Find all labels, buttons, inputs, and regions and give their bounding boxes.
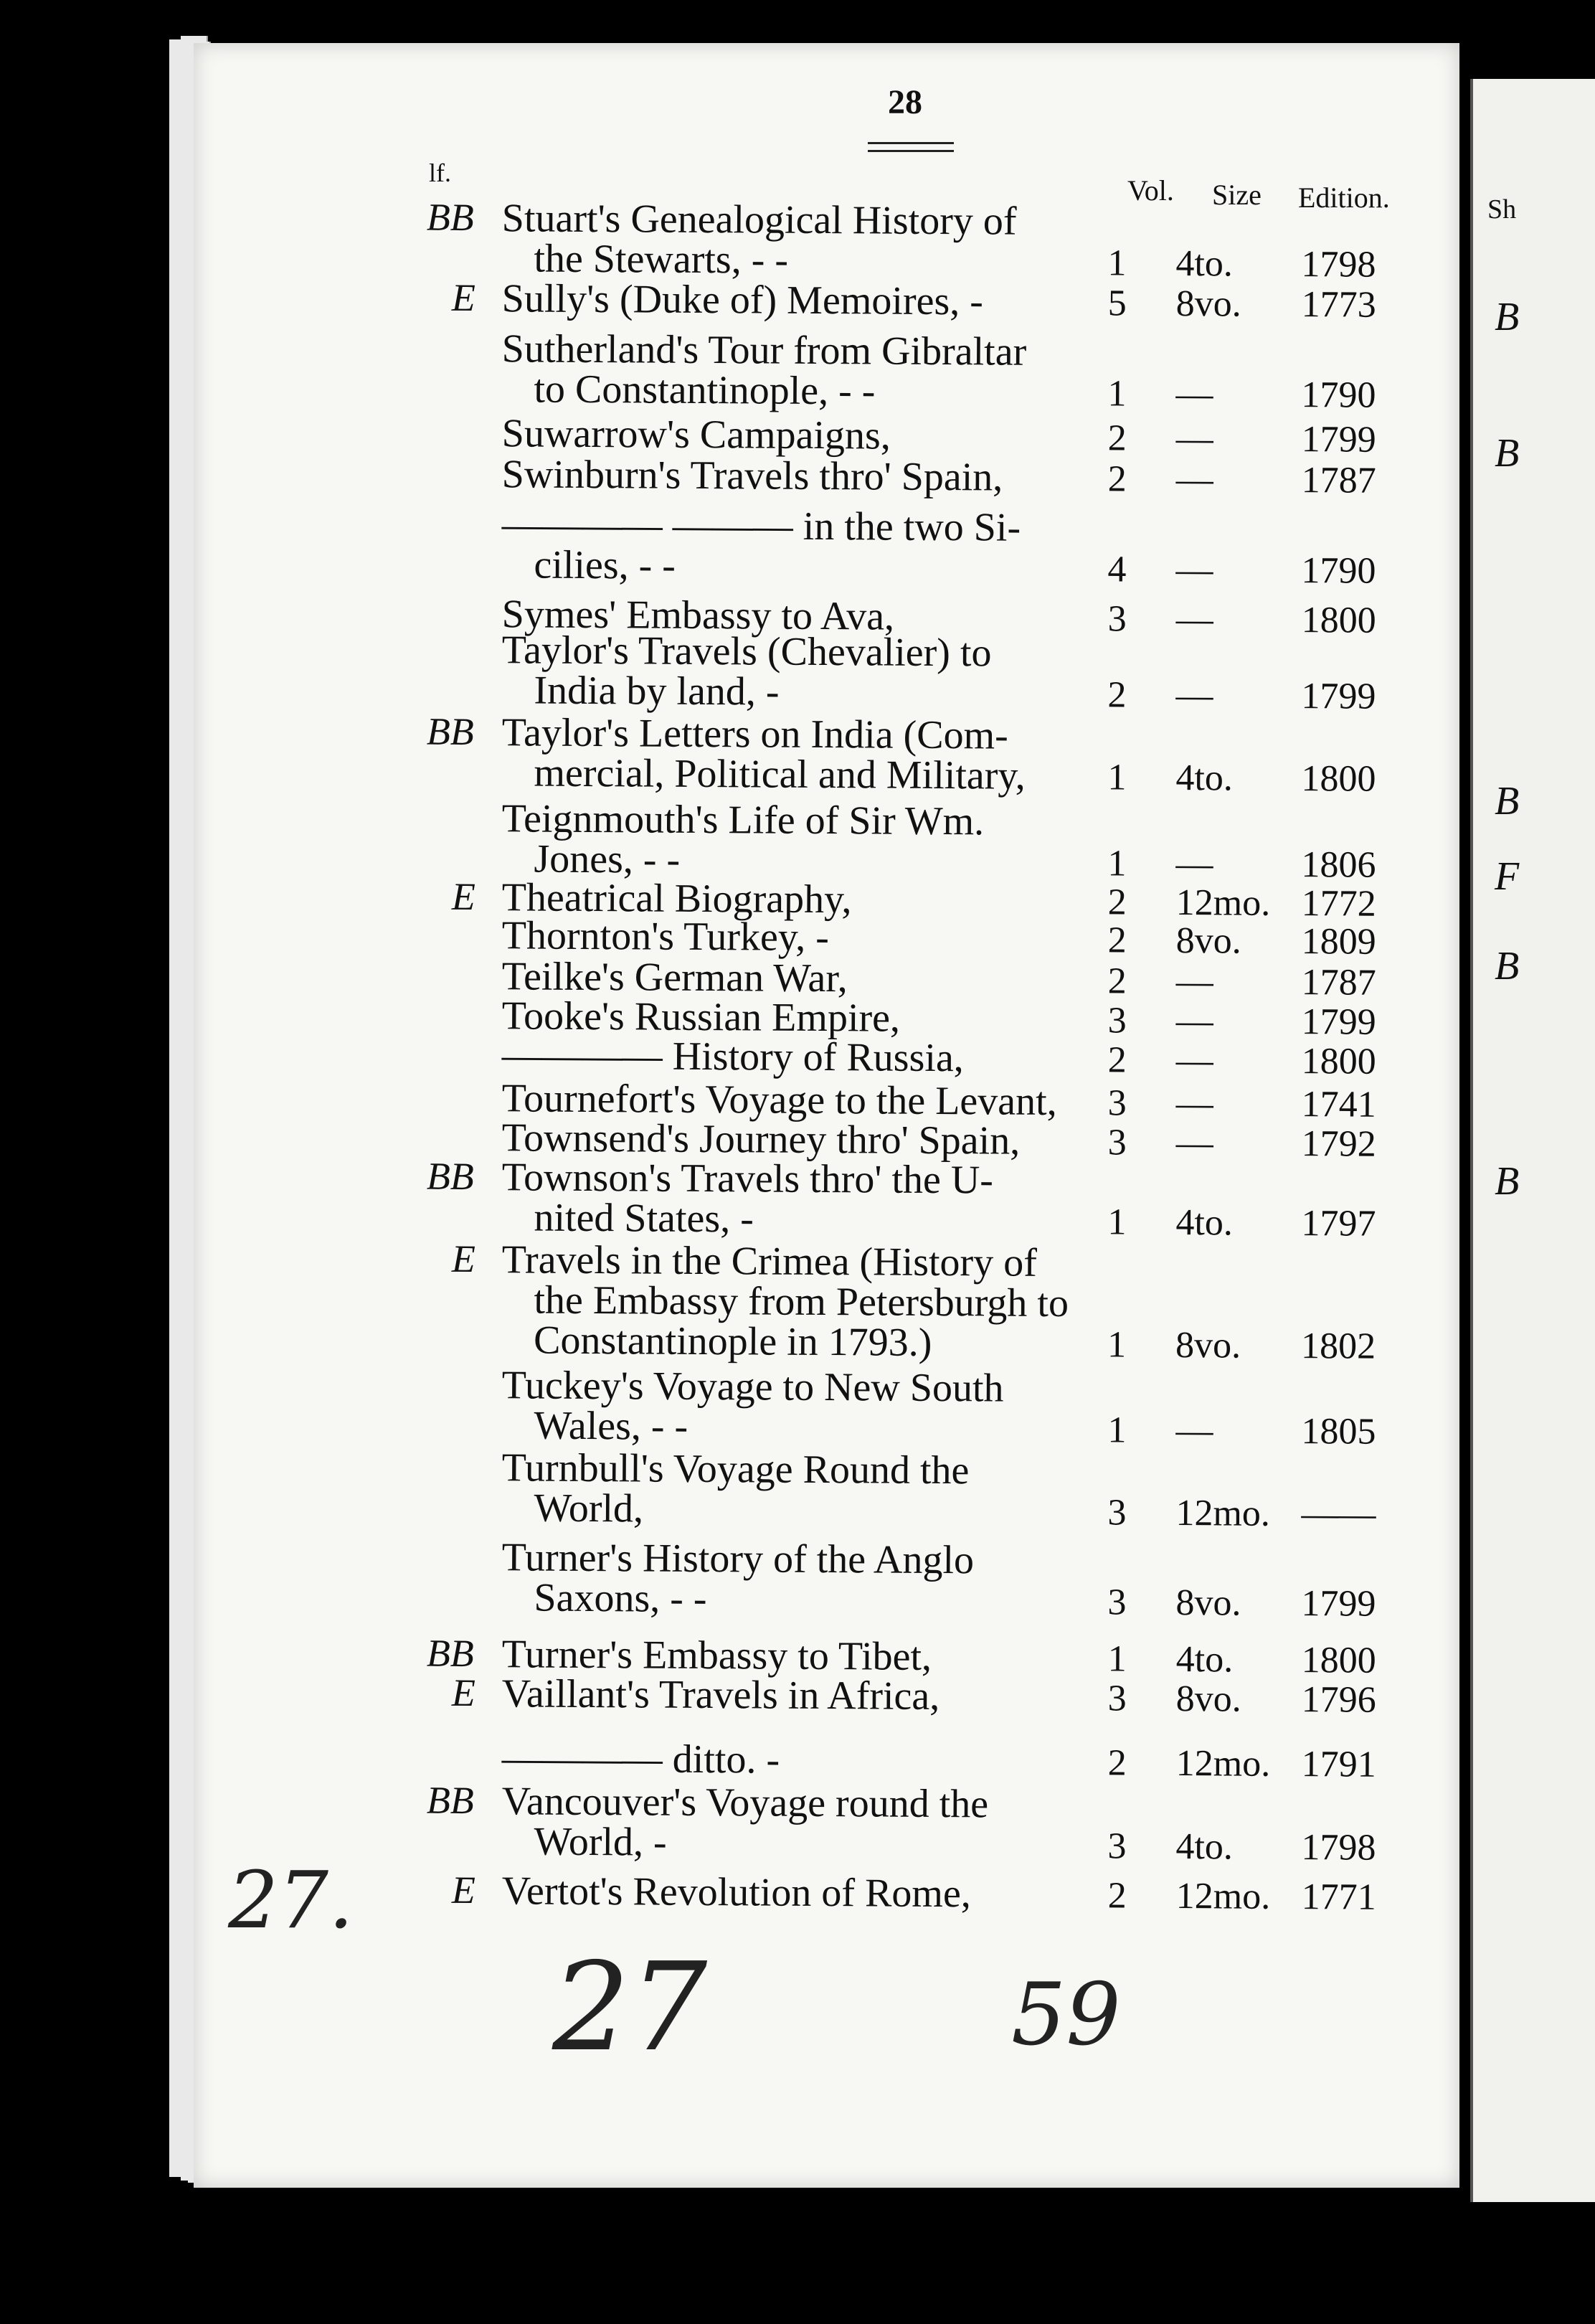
volume-count: 1	[1107, 1409, 1127, 1451]
volume-count: 2	[1107, 1875, 1127, 1917]
edition-year: 1791	[1301, 1744, 1376, 1785]
shelf-mark: E	[451, 1237, 475, 1281]
facing-shelf-mark: B	[1495, 1159, 1520, 1204]
edition-year: 1799	[1301, 676, 1376, 717]
book-size: —	[1175, 1410, 1213, 1452]
entry-title: Tooke's Russian Empire,	[501, 993, 901, 1041]
volume-count: 1	[1107, 1324, 1127, 1366]
volume-count: 1	[1107, 843, 1127, 884]
book-size: 12mo.	[1175, 1743, 1271, 1785]
entry-title: Swinburn's Travels thro' Spain,	[501, 452, 1003, 500]
entry-title: Taylor's Letters on India (Com-	[501, 710, 1008, 758]
volume-count: 2	[1107, 960, 1127, 1002]
entry-title: Townson's Travels thro' the U-	[501, 1155, 994, 1203]
page-number: 28	[888, 83, 922, 121]
entry-title: Vancouver's Voyage round the	[501, 1779, 989, 1827]
volume-count: 3	[1107, 1492, 1127, 1534]
edition-year: 1800	[1301, 758, 1376, 800]
book-size: —	[1175, 549, 1213, 591]
edition-year: 1773	[1301, 284, 1376, 326]
book-size: —	[1175, 961, 1213, 1003]
volume-count: 1	[1107, 242, 1127, 284]
entry-title-continuation: cilies, - -	[534, 542, 676, 588]
entry-title: Taylor's Travels (Chevalier) to	[501, 628, 992, 676]
volume-count: 3	[1107, 1825, 1127, 1867]
book-size: —	[1175, 1040, 1213, 1082]
edition-year: 1796	[1301, 1679, 1376, 1721]
entry-title-continuation: World, -	[534, 1819, 667, 1865]
book-size: 12mo.	[1175, 1876, 1271, 1917]
shelf-mark: E	[451, 874, 475, 919]
volume-count: 2	[1107, 920, 1127, 961]
volume-count: 2	[1107, 674, 1127, 716]
book-size: 8vo.	[1175, 920, 1241, 962]
edition-year: 1805	[1301, 1411, 1376, 1452]
entry-title: Tournefort's Voyage to the Levant,	[501, 1076, 1057, 1125]
edition-year: ——	[1301, 1493, 1376, 1535]
volume-count: 3	[1107, 1122, 1127, 1163]
facing-header: Sh	[1487, 194, 1517, 225]
entry-title: Teilke's German War,	[501, 954, 848, 1001]
entry-title-continuation: nited States, -	[534, 1195, 754, 1242]
shelf-mark: BB	[426, 1631, 474, 1676]
volume-count: 3	[1107, 1582, 1127, 1623]
edition-year: 1798	[1301, 1827, 1376, 1869]
edition-year: 1806	[1301, 844, 1376, 886]
edition-year: 1809	[1301, 921, 1376, 963]
facing-shelf-mark: B	[1495, 944, 1520, 988]
book-size: —	[1175, 1123, 1213, 1164]
volume-count: 3	[1107, 598, 1127, 640]
edition-year: 1771	[1301, 1876, 1376, 1918]
edition-year: 1799	[1301, 1001, 1376, 1043]
shelf-mark: BB	[426, 195, 474, 240]
edition-year: 1799	[1301, 1583, 1376, 1625]
book-size: 8vo.	[1175, 1582, 1241, 1624]
book-size: 8vo.	[1175, 1678, 1241, 1720]
entry-title: ———— ——— in the two Si-	[501, 502, 1021, 550]
volume-count: 2	[1107, 417, 1127, 459]
volume-count: 1	[1107, 1201, 1127, 1243]
shelf-mark: BB	[426, 1154, 474, 1199]
edition-year: 1790	[1301, 374, 1376, 416]
entry-title: Travels in the Crimea (History of	[501, 1237, 1038, 1285]
book-size: —	[1175, 1083, 1213, 1125]
facing-shelf-mark: B	[1495, 779, 1520, 823]
entry-title: Sully's (Duke of) Memoires, -	[501, 276, 984, 324]
volume-count: 2	[1107, 1742, 1127, 1784]
entry-title: Townsend's Journey thro' Spain,	[501, 1115, 1021, 1163]
entry-title-continuation: Constantinople in 1793.)	[533, 1318, 932, 1365]
book-size: 12mo.	[1175, 882, 1271, 924]
book-size: 4to.	[1175, 243, 1234, 285]
book-size: —	[1175, 418, 1213, 460]
entry-title-continuation: Saxons, - -	[534, 1575, 707, 1622]
shelf-mark: E	[451, 1671, 475, 1715]
edition-year: 1790	[1301, 550, 1376, 592]
entry-title: Teignmouth's Life of Sir Wm.	[501, 796, 985, 844]
entry-title: Suwarrow's Campaigns,	[501, 411, 891, 458]
volume-count: 1	[1107, 1638, 1127, 1680]
edition-year: 1800	[1301, 1041, 1376, 1082]
edition-year: 1800	[1301, 600, 1376, 641]
volume-count: 3	[1107, 1000, 1127, 1041]
entry-title-continuation: India by land, -	[534, 668, 780, 714]
volume-count: 2	[1107, 1039, 1127, 1081]
shelf-column-header: lf.	[429, 159, 451, 187]
entry-title: Tuckey's Voyage to New South	[501, 1363, 1004, 1411]
book-size: 12mo.	[1175, 1493, 1271, 1534]
volume-count: 4	[1107, 549, 1127, 590]
edition-year: 1797	[1301, 1203, 1376, 1244]
entry-title: Turner's History of the Anglo	[501, 1535, 975, 1583]
edition-year: 1787	[1301, 460, 1376, 501]
book-size: 4to.	[1175, 1202, 1234, 1244]
edition-year: 1800	[1301, 1640, 1376, 1681]
book-size: —	[1175, 599, 1213, 641]
edition-year: 1772	[1301, 883, 1376, 925]
entry-title: ———— ditto. -	[501, 1736, 780, 1782]
book-size: —	[1175, 1001, 1213, 1042]
entry-title-continuation: the Embassy from Petersburgh to	[534, 1277, 1069, 1326]
entry-title: ———— History of Russia,	[501, 1033, 964, 1081]
facing-shelf-mark: B	[1495, 295, 1520, 339]
edition-column-header: Edition.	[1298, 181, 1390, 214]
edition-year: 1741	[1301, 1084, 1376, 1125]
entry-title: Vertot's Revolution of Rome,	[501, 1869, 972, 1917]
edition-year: 1802	[1300, 1326, 1376, 1367]
edition-year: 1787	[1301, 962, 1376, 1003]
entry-title-continuation: to Constantinople, - -	[534, 367, 876, 414]
entry-title: Stuart's Genealogical History of	[501, 196, 1017, 244]
shelf-mark: E	[451, 1868, 475, 1912]
entry-title-continuation: Jones, - -	[534, 836, 681, 882]
edition-year: 1799	[1301, 419, 1376, 460]
facing-shelf-mark: B	[1495, 431, 1520, 476]
volume-count: 5	[1107, 283, 1127, 324]
volume-count: 1	[1107, 373, 1127, 415]
book-size: —	[1175, 675, 1213, 717]
volume-count: 2	[1107, 458, 1127, 500]
entry-title: Thornton's Turkey, -	[501, 913, 830, 960]
book-size: —	[1175, 844, 1213, 885]
book-size: 4to.	[1175, 1826, 1234, 1868]
volume-count: 3	[1107, 1678, 1127, 1719]
facing-shelf-mark: F	[1495, 854, 1520, 899]
shelf-mark: E	[451, 275, 475, 320]
volume-count: 3	[1107, 1082, 1127, 1124]
vol-column-header: Vol.	[1127, 174, 1174, 207]
book-size: —	[1175, 459, 1213, 501]
book-size: —	[1175, 374, 1213, 415]
size-column-header: Size	[1212, 179, 1262, 211]
edition-year: 1792	[1301, 1123, 1376, 1165]
entry-title-continuation: the Stewarts, - -	[534, 236, 789, 283]
entry-title: Sutherland's Tour from Gibraltar	[501, 326, 1027, 374]
entry-title-continuation: mercial, Political and Military,	[534, 750, 1026, 798]
entry-title: Turnbull's Voyage Round the	[501, 1445, 970, 1493]
entry-title: Turner's Embassy to Tibet,	[501, 1632, 932, 1679]
catalogue-entry	[0, 1732, 1595, 1785]
handwritten-note: 27.	[228, 1854, 354, 1946]
entry-title: Theatrical Biography,	[501, 875, 852, 922]
book-size: 8vo.	[1175, 283, 1241, 325]
handwritten-note: 59	[1011, 1965, 1121, 2065]
shelf-mark: BB	[426, 709, 474, 754]
shelf-mark: BB	[426, 1778, 474, 1823]
volume-count: 2	[1107, 882, 1127, 923]
book-size: 4to.	[1175, 1639, 1234, 1681]
edition-year: 1798	[1301, 244, 1376, 285]
book-size: 4to.	[1175, 757, 1234, 799]
entry-title-continuation: World,	[534, 1485, 644, 1531]
entry-title: Symes' Embassy to Ava,	[501, 592, 895, 639]
book-size: 8vo.	[1175, 1325, 1241, 1366]
catalogue-entry	[0, 1628, 1595, 1681]
entry-title-continuation: Wales, - -	[534, 1403, 688, 1449]
entry-title: Vaillant's Travels in Africa,	[501, 1671, 940, 1719]
volume-count: 1	[1107, 757, 1127, 798]
handwritten-note: 27	[552, 1937, 708, 2079]
